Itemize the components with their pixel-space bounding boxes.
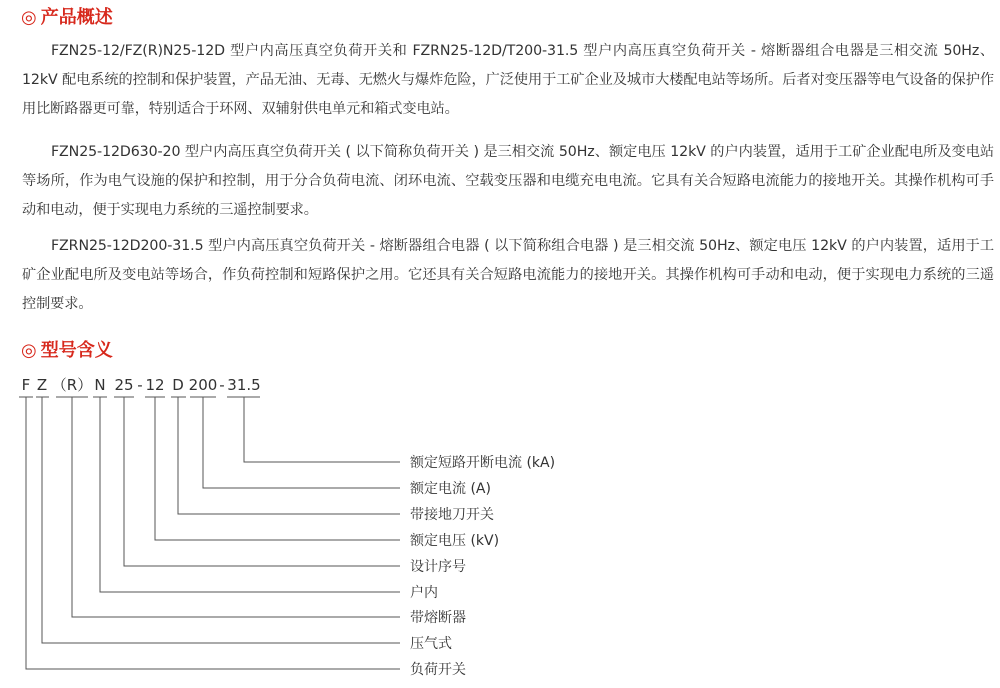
code-segment-d: D [172,376,184,394]
leader-line-r [72,397,400,617]
leader-line-z [42,397,400,643]
meaning-label-n: 户内 [410,585,438,601]
meaning-label-200: 额定电流 (A) [410,481,491,497]
code-segment-12: 12 [145,376,165,394]
code-segment-31-5: 31.5 [227,376,261,394]
meaning-label-12: 额定电压 (kV) [410,533,500,549]
code-segment-n: N [94,376,106,394]
circle-mark-icon: ◎ [21,340,37,361]
code-separator-2: - [219,376,225,394]
heading-model-text: 型号含义 [40,340,113,361]
overview-paragraph-2: FZN25-12D630-20 型户内高压真空负荷开关 ( 以下简称负荷开关 ) 是三相交流 50Hz、额定电压 12kV 的户内装置，适用于工矿企业配电所及变电站等场所，作为电气设施的保护和控制，用于分合负荷电流、闭环电流、空载变压器和电缆充电电流。它具有关合短路电流能力的接地开关。其操作机构可手动和电动，便于实现电力系统的三遥控制要求。 [22,144,994,218]
overview-paragraph-3: FZRN25-12D200-31.5 型户内高压真空负荷开关 - 熔断器组合电器 ( 以下简称组合电器 ) 是三相交流 50Hz、额定电压 12kV 的户内装置，适用于工矿企业配电所及变电站等场合，作负荷控制和短路保护之用。它还具有关合短路电流能力的接地开关。其操作机构可手动和电动，便于实现电力系统的三遥控制要求。 [22,238,994,312]
model-code-diagram [0,360,1000,688]
leader-line-31-5 [244,397,400,462]
meaning-label-r: 带熔断器 [410,610,466,626]
code-segment-z: Z [36,376,48,394]
code-segment-25: 25 [114,376,134,394]
leader-line-12 [155,397,400,540]
overview-paragraph-1: FZN25-12/FZ(R)N25-12D 型户内高压真空负荷开关和 FZRN25-12D/T200-31.5 型户内高压真空负荷开关 - 熔断器组合电器是三相交流 50Hz、12kV 配电系统的控制和保护装置，产品无油、无毒、无燃火与爆炸危险，广泛使用于工矿企业及城市大楼配电站等场所。后者对变压器等电气设备的保护作用比断路器更可靠，特别适合于环网、双辅射供电单元和箱式变电站。 [22,43,994,117]
meaning-label-z: 压气式 [410,636,452,652]
heading-overview-text: 产品概述 [40,7,113,28]
code-segment-f: F [21,376,31,394]
circle-mark-icon: ◎ [21,7,37,28]
leader-line-25 [124,397,400,566]
meaning-label-f: 负荷开关 [410,662,466,678]
meaning-label-d: 带接地刀开关 [410,507,494,523]
leader-line-200 [203,397,400,488]
code-segment-200: 200 [188,376,218,394]
meaning-label-31-5: 额定短路开断电流 (kA) [410,455,556,471]
code-segment-r: （R） [51,376,93,394]
leader-line-f [26,397,400,669]
section-heading-model [21,340,113,362]
code-separator-1: - [137,376,143,394]
section-heading-overview [21,7,113,29]
leader-line-d [178,397,400,514]
meaning-label-25: 设计序号 [410,559,466,575]
leader-line-n [100,397,400,592]
